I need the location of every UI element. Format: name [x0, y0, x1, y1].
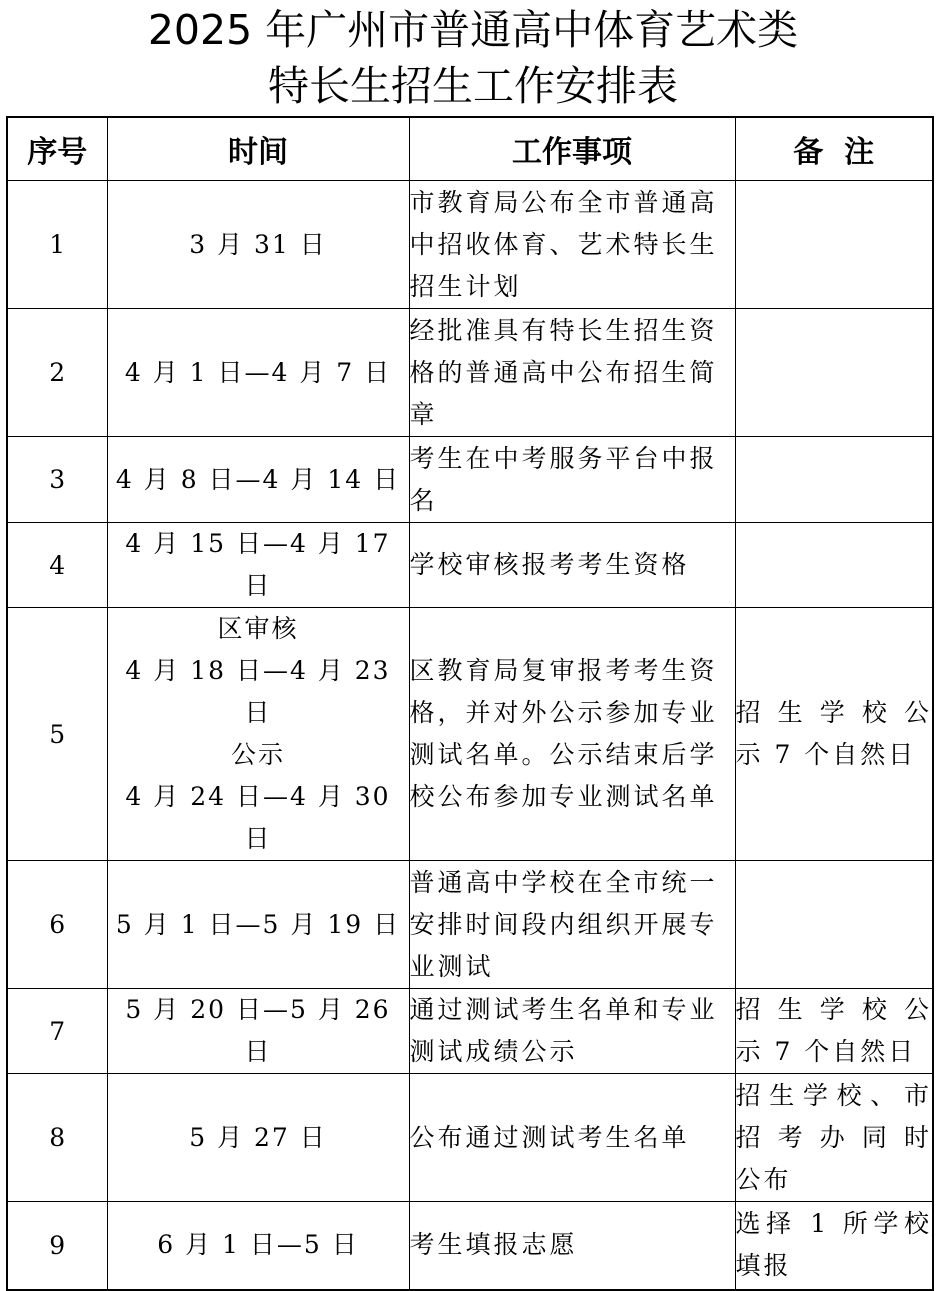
- row-task: 考生填报志愿: [409, 1202, 735, 1290]
- time-line: 5 月 27 日: [189, 1122, 327, 1152]
- note-line: 示 7 个自然日: [735, 1037, 917, 1066]
- time-line: 6 月 1 日—5 日: [157, 1230, 359, 1260]
- document-title-line-2: 特长生招生工作安排表: [268, 62, 678, 110]
- time-line: 公示: [230, 740, 285, 769]
- row-task: 学校审核报考考生资格: [409, 523, 735, 608]
- table-row: [7, 608, 933, 861]
- table-row: [7, 861, 933, 989]
- row-note: [735, 1074, 933, 1202]
- note-line: 示 7 个自然日: [735, 740, 917, 769]
- header-task: 工作事项: [409, 117, 735, 181]
- note-line: 招考办同时: [735, 1122, 932, 1152]
- time-line: 4 月 1 日—4 月 7 日: [124, 357, 392, 387]
- row-index: 6: [7, 861, 107, 989]
- table-row: [7, 1074, 933, 1202]
- row-index: 2: [7, 309, 107, 437]
- row-time: [107, 608, 409, 861]
- row-task: 市教育局公布全市普通高中招收体育、艺术特长生招生计划: [409, 181, 735, 309]
- row-note: [735, 1202, 933, 1290]
- row-time: [107, 437, 409, 523]
- row-index: 7: [7, 989, 107, 1074]
- schedule-table: [6, 116, 934, 1291]
- table-row: [7, 309, 933, 437]
- row-index: 1: [7, 181, 107, 309]
- table-header-row: [7, 117, 933, 181]
- row-note: [735, 989, 933, 1074]
- note-line: 选择 1 所学校: [735, 1209, 932, 1239]
- row-index: 8: [7, 1074, 107, 1202]
- row-time: [107, 523, 409, 608]
- time-line: 4 月 18 日—4 月 23 日: [125, 656, 391, 727]
- row-index: 5: [7, 608, 107, 861]
- table-row: [7, 1202, 933, 1290]
- time-line: 3 月 31 日: [189, 229, 327, 259]
- row-task: 普通高中学校在全市统一安排时间段内组织开展专业测试: [409, 861, 735, 989]
- note-line: 公布: [735, 1164, 792, 1194]
- table-row: [7, 437, 933, 523]
- note-line: 招生学校公: [735, 995, 932, 1024]
- time-line: 5 月 20 日—5 月 26 日: [125, 995, 391, 1066]
- row-note: [735, 309, 933, 437]
- row-time: [107, 1202, 409, 1290]
- row-task: 考生在中考服务平台中报名: [409, 437, 735, 523]
- note-line: 招生学校、市: [735, 1080, 932, 1110]
- row-time: [107, 181, 409, 309]
- time-line: 区审核: [217, 614, 299, 643]
- row-time: [107, 861, 409, 989]
- row-task: 经批准具有特长生招生资格的普通高中公布招生简章: [409, 309, 735, 437]
- table-row: [7, 181, 933, 309]
- row-note: [735, 181, 933, 309]
- note-line: 填报: [735, 1251, 792, 1281]
- note-line: 招生学校公: [735, 698, 932, 727]
- row-time: [107, 309, 409, 437]
- time-line: 5 月 1 日—5 月 19 日: [115, 909, 401, 939]
- table-row: [7, 523, 933, 608]
- row-time: [107, 1074, 409, 1202]
- time-line: 4 月 24 日—4 月 30 日: [125, 782, 391, 853]
- row-note: [735, 523, 933, 608]
- row-index: 4: [7, 523, 107, 608]
- header-index: 序号: [7, 117, 107, 181]
- row-index: 9: [7, 1202, 107, 1290]
- document-title-line-1: 2025 年广州市普通高中体育艺术类: [147, 6, 799, 54]
- time-line: 4 月 8 日—4 月 14 日: [115, 464, 401, 494]
- table-row: [7, 989, 933, 1074]
- row-task: 区教育局复审报考考生资格，并对外公示参加专业测试名单。公示结束后学校公布参加专业测试名单: [409, 608, 735, 861]
- row-note: [735, 437, 933, 523]
- row-note: [735, 608, 933, 861]
- row-index: 3: [7, 437, 107, 523]
- row-note: [735, 861, 933, 989]
- row-task: 通过测试考生名单和专业测试成绩公示: [409, 989, 735, 1074]
- header-note: 备 注: [735, 117, 933, 181]
- row-time: [107, 989, 409, 1074]
- header-time: 时间: [107, 117, 409, 181]
- time-line: 4 月 15 日—4 月 17 日: [125, 529, 391, 600]
- row-task: 公布通过测试考生名单: [409, 1074, 735, 1202]
